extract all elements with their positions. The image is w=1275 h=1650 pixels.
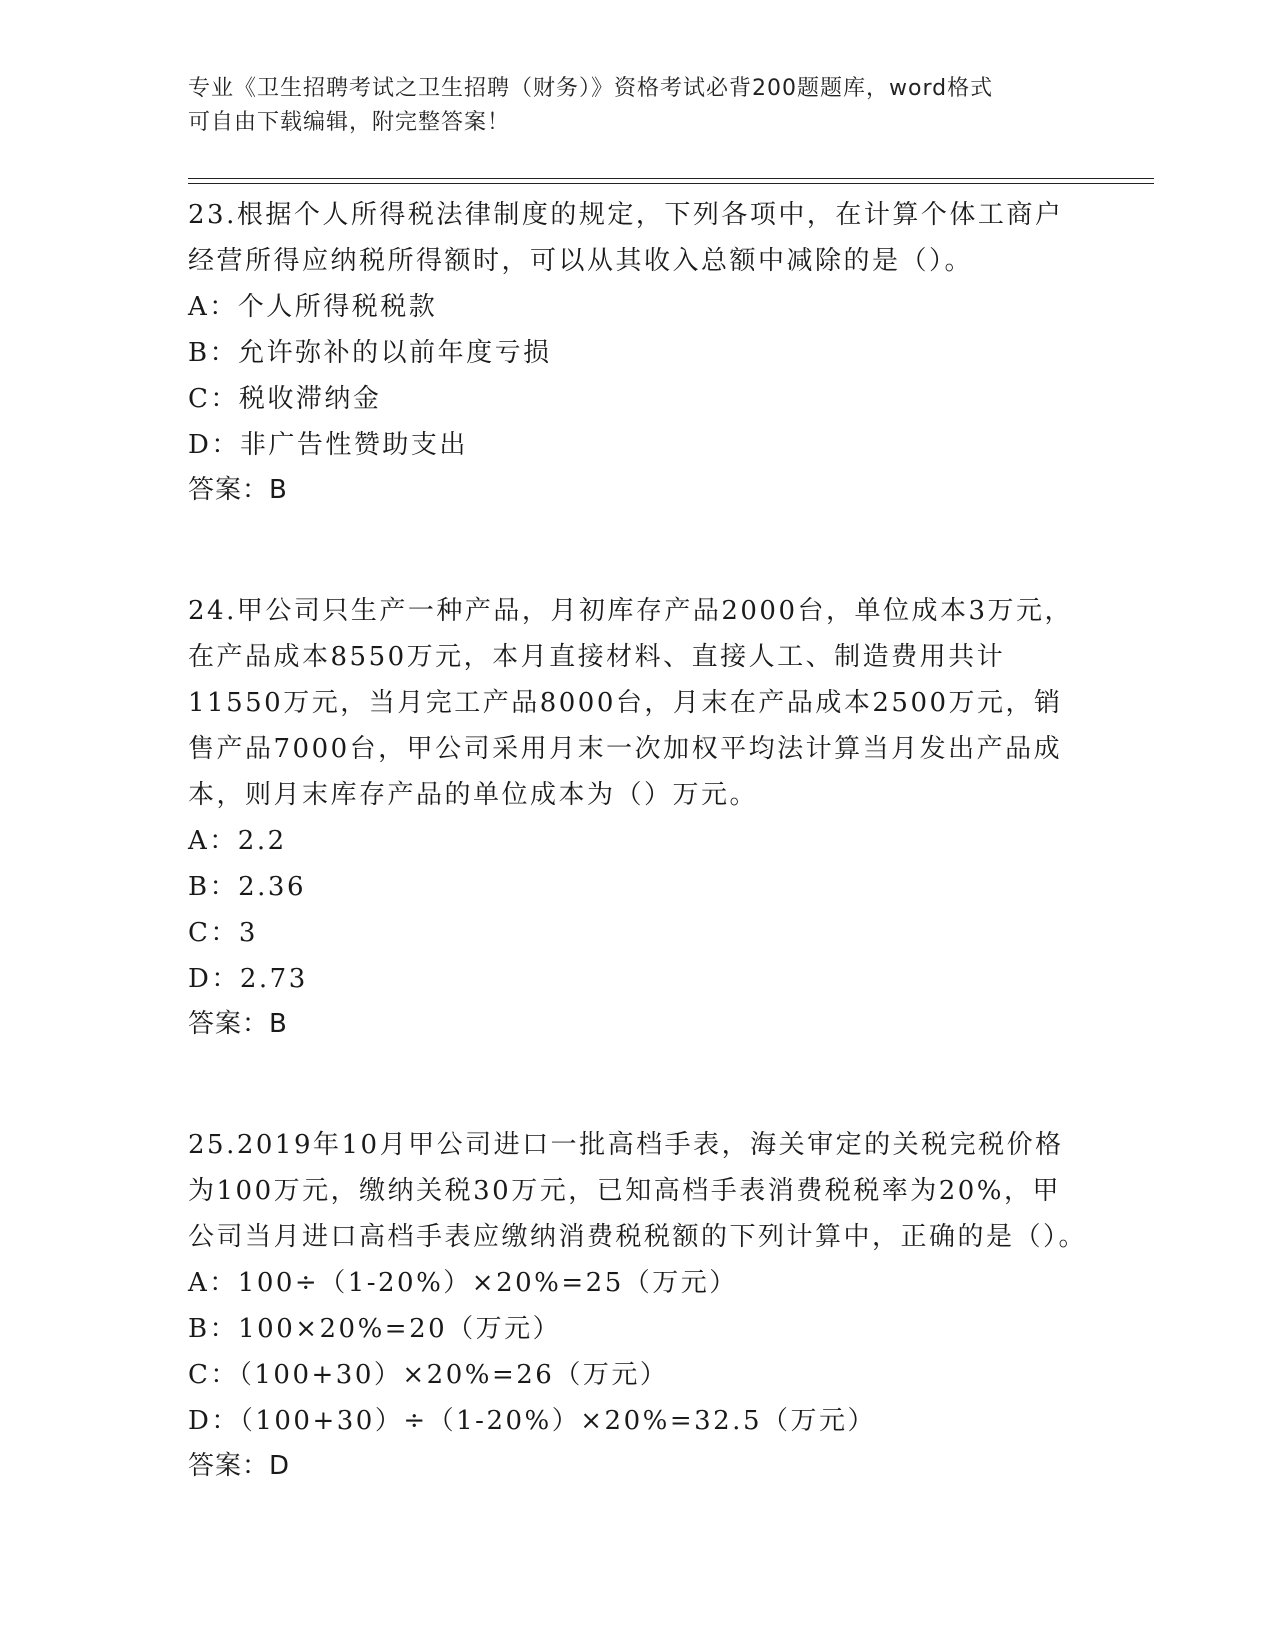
question-list — [188, 188, 1088, 1488]
option-b: B：100×20%=20（万元） — [188, 1314, 562, 1344]
question-23 — [188, 188, 1088, 512]
option-b: B：允许弥补的以前年度亏损 — [188, 338, 552, 368]
option-c: C：税收滞纳金 — [188, 384, 382, 414]
question-spacer — [188, 1046, 1088, 1118]
option-d: D：非广告性赞助支出 — [188, 430, 468, 460]
header-divider-bottom — [188, 183, 1154, 184]
option-b: B：2.36 — [188, 872, 306, 902]
header-divider-top — [188, 178, 1154, 179]
question-text: 25.2019年10月甲公司进口一批高档手表，海关审定的关税完税价格为100万元，缴纳关税30万元，已知高档手表消费税税率为20%，甲公司当月进口高档手表应缴纳消费税税额的下列计算中，正确的是（）。 — [188, 1130, 1088, 1252]
answer-line: 答案：D — [188, 1451, 291, 1481]
option-a: A：个人所得税税款 — [188, 292, 438, 322]
question-spacer — [188, 512, 1088, 584]
question-25 — [188, 1118, 1088, 1488]
option-a: A：2.2 — [188, 826, 287, 856]
question-24 — [188, 584, 1088, 1046]
option-c: C：（100+30）×20%=26（万元） — [188, 1360, 669, 1390]
question-text: 23.根据个人所得税法律制度的规定，下列各项中，在计算个体工商户经营所得应纳税所得额时，可以从其收入总额中减除的是（）。 — [188, 200, 1064, 276]
question-text: 24.甲公司只生产一种产品，月初库存产品2000台，单位成本3万元，在产品成本8550万元，本月直接材料、直接人工、制造费用共计11550万元，当月完工产品8000台，月末在产品成本2500万元，销售产品7000台，甲公司采用月末一次加权平均法计算当月发出产品成本，则月末库存产品的单位成本为（）万元。 — [188, 596, 1074, 810]
option-d: D：（100+30）÷（1-20%）×20%=32.5（万元） — [188, 1406, 876, 1436]
option-c: C：3 — [188, 918, 258, 948]
answer-line: 答案：B — [188, 1009, 288, 1039]
option-d: D：2.73 — [188, 964, 308, 994]
document-header — [188, 72, 1068, 140]
header-line-1: 专业《卫生招聘考试之卫生招聘（财务）》资格考试必背200题题库，word格式 — [188, 76, 994, 101]
header-line-2: 可自由下载编辑，附完整答案！ — [188, 110, 511, 135]
answer-line: 答案：B — [188, 475, 288, 505]
option-a: A：100÷（1-20%）×20%=25（万元） — [188, 1268, 738, 1298]
